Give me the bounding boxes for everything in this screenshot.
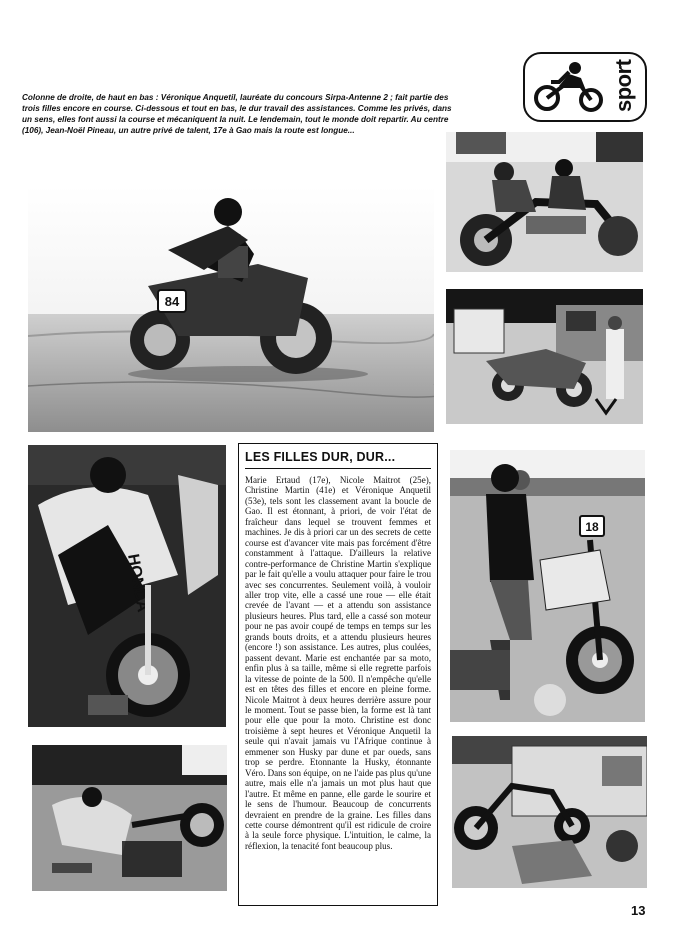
- article-box: [238, 443, 438, 906]
- photo-assistance-top: [446, 132, 643, 272]
- photo-bikes-trucks: [452, 736, 647, 888]
- honda-label: HONDA: [124, 552, 151, 614]
- photo-veronique-bike: [450, 450, 645, 722]
- page-number: 13: [631, 903, 646, 918]
- article-title: LES FILLES DUR, DUR...: [245, 450, 431, 469]
- photo-mechanic-ground: [32, 745, 227, 891]
- motorcycle-rider-icon: [529, 56, 609, 118]
- photo-honda-mechanic: [28, 445, 226, 727]
- logo-word: sport: [611, 59, 636, 113]
- rider-number-84: 84: [164, 294, 180, 309]
- sport-logo: [523, 52, 647, 122]
- photo-bivouac-vehicles: [446, 289, 643, 424]
- bike-number-18: 18: [585, 520, 599, 534]
- article-body: Marie Ertaud (17e), Nicole Maitrot (25e), Christine Martin (41e) et Véronique Anquetil (53e), tels sont les classement avant la boucle de Gao. Il est étonnant, à priori, de voir l'état de fraîcheur dans lequel se trouvent femmes et machines. Je dis à priori car un des secrets de cette course est d'avancer vite mais pas forcément d'être constamment à l'attaque. D'ailleurs la relative contre-performance de Christine Martin s'explique par le fait qu'elle a voulu attaquer pour faire le trou avec ses concurrentes. Seulement voilà, à vouloir aller trop vite, elle a cassé une roue — elle était crevée de l'avant — et a attendu son assistance plusieurs heures. Plus tard, elle a cassé son moteur pour ne pas avoir coupé de temps en temps sur les grands bouts droits, et a attendu plusieurs heures (encore !) son assistance. Les autres, plus coulées, passent devant. Marie est enchantée par sa moto, enfin plus à sa taille, même si elle regrette parfois la vitesse de pointe de la 500. Il n'empêche qu'elle est en têtes des filles et encore en pleine forme. Nicole Maitrot à deux heures derrière assure pour le moment. Tout se passe bien, la forme est là tant pour elle que pour la moto. Christine est donc troisième à sept heures et Véronique Anquetil la seule qui n'avait jamais vu l'Afrique continue à emmener son Husky par dune et par oueds, sans trop se perdre. Etonnante la Husky, étonnante Véro. Dans son équipe, on ne l'aide pas plus qu'une autre, mais elle n'a jamais un mot plus haut que l'autre. Et même en panne, elle garde le sourire et le sens de l'humour. Beaucoup de concurrents devraient en prendre de la graine. Les filles dans cette course démontrent qu'il est ridicule de croire à la seule force physique. L'intuition, le calme, la réflexion, la tenacité font beaucoup plus.: [245, 475, 431, 851]
- photo-caption: Colonne de droite, de haut en bas : Véronique Anquetil, lauréate du concours Sirpa-Antenne 2 ; fait partie des trois filles encore en course. Ci-dessous et tout en bas, le dur travail des assistances. Comme les privés, dans un sens, elles font aussi la course et mécaniquent la nuit. Le lendemain, tout le monde doit repartir. Au centre (106), Jean-Noël Pineau, un autre privé de talent, 17e à Gao mais la route est longue...: [22, 93, 452, 135]
- photo-rider-desert: [28, 186, 434, 432]
